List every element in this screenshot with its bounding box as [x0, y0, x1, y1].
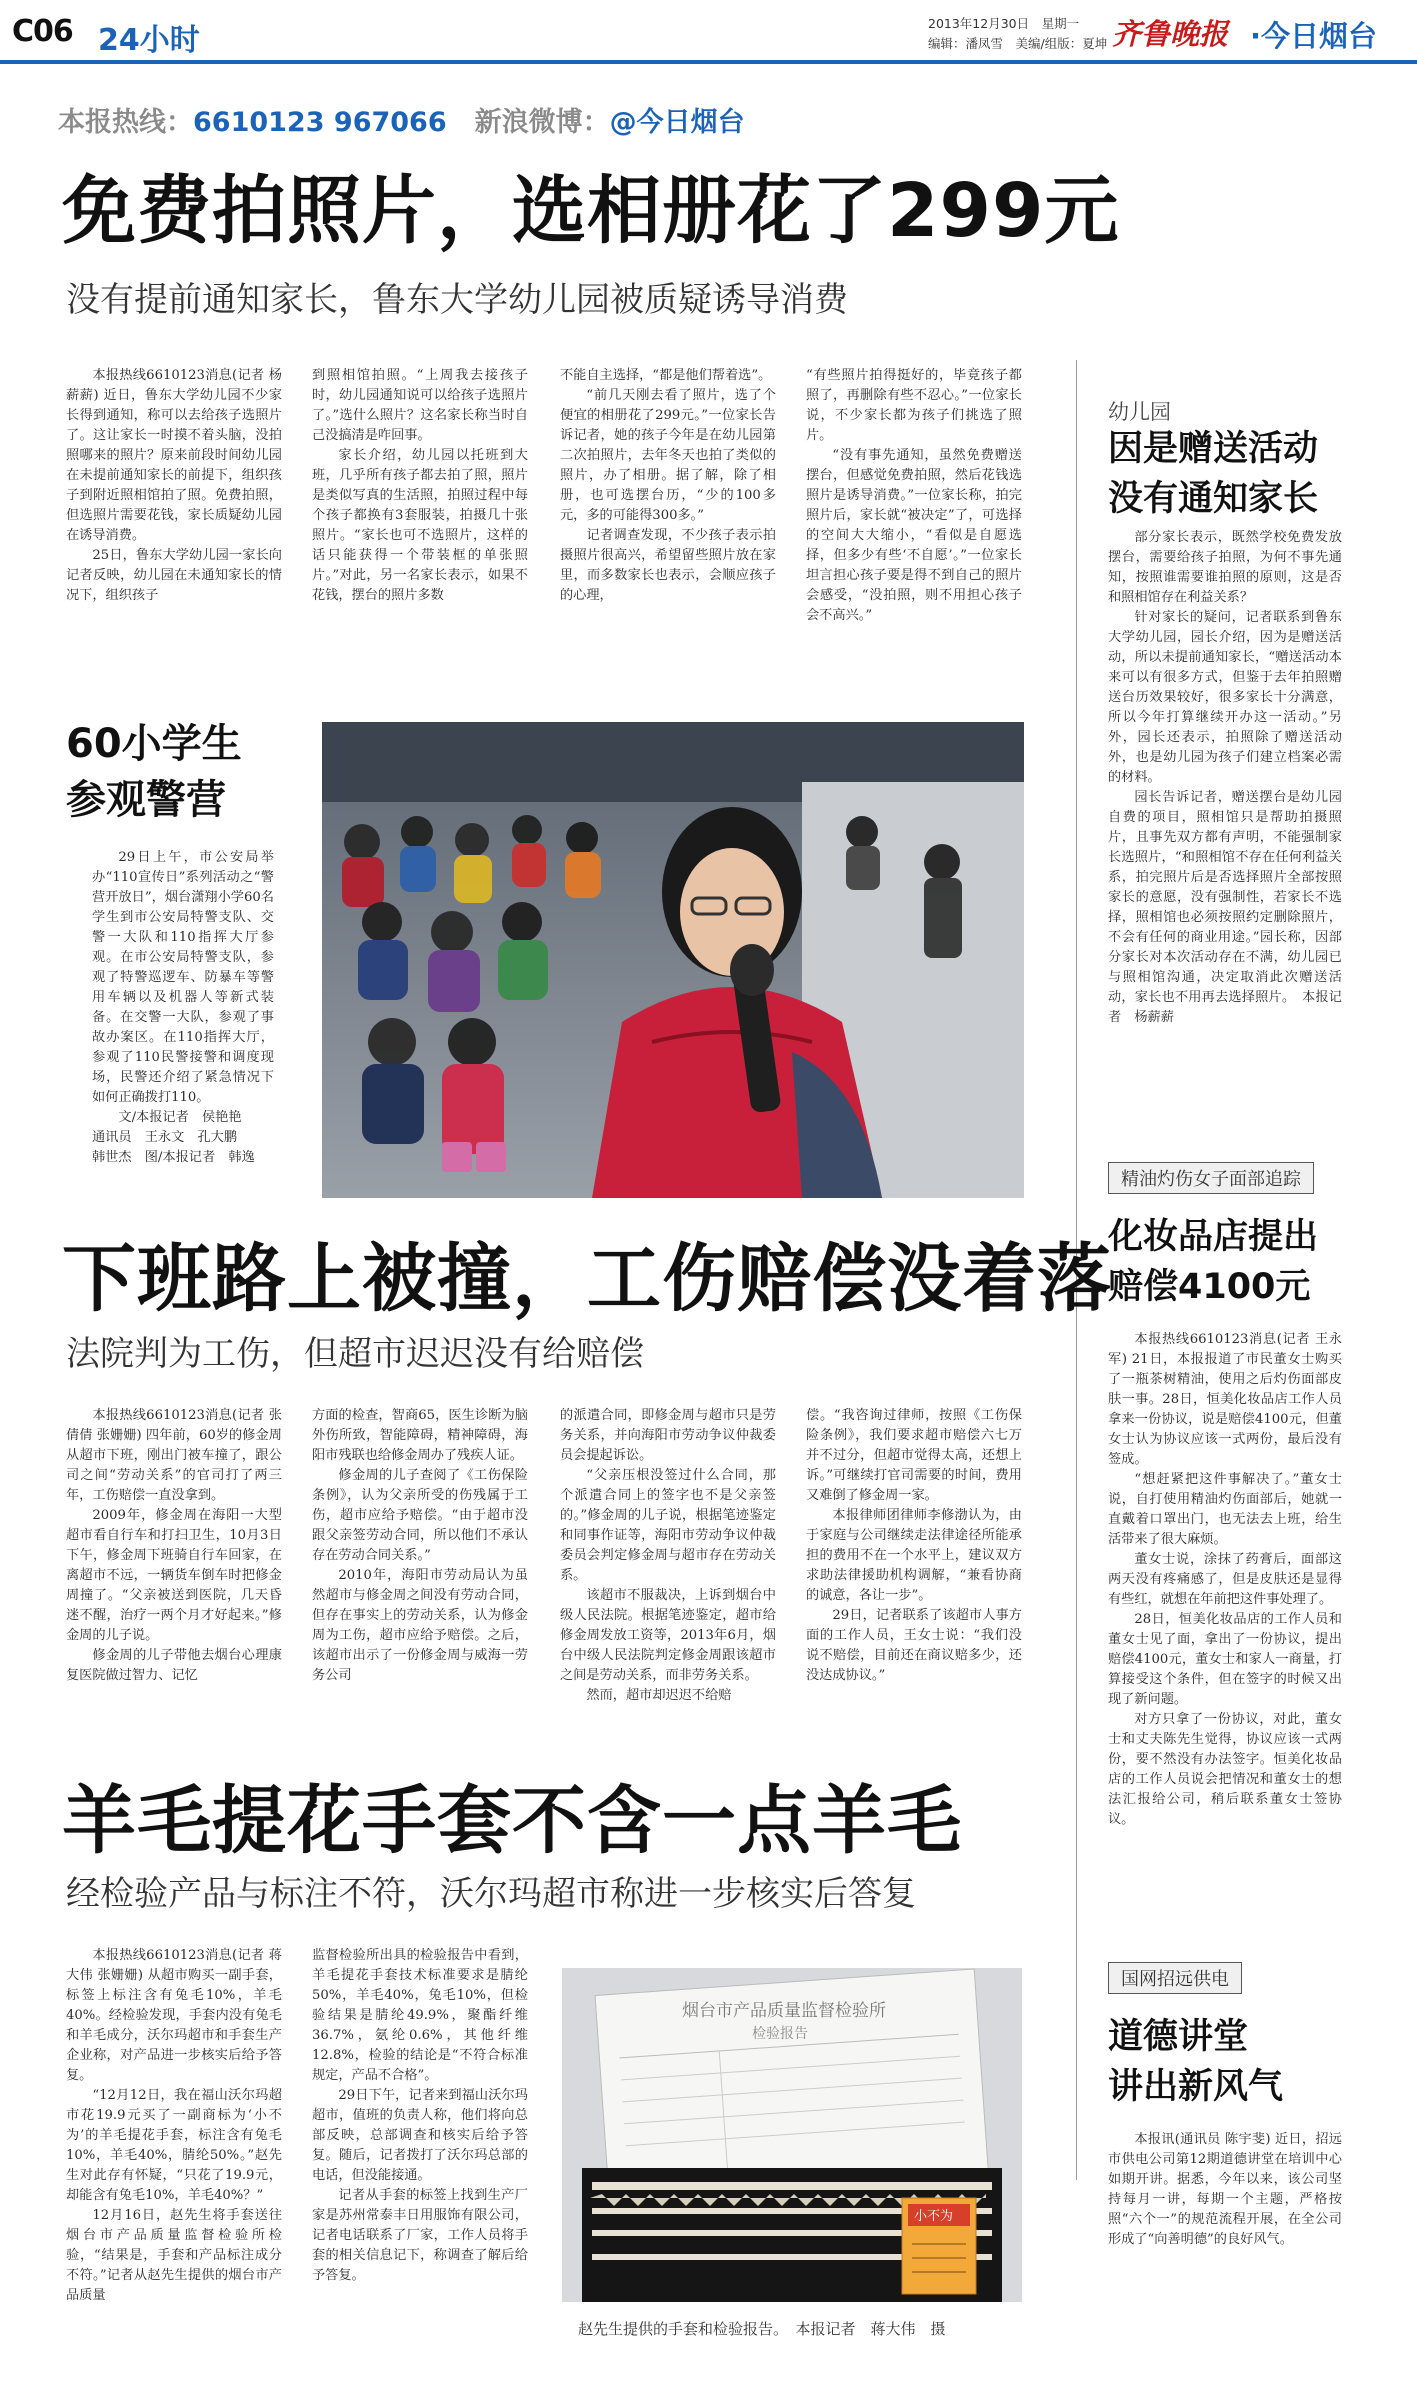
weibo-handle: @今日烟台 — [609, 107, 745, 138]
gloves-report-illustration — [562, 1968, 1022, 2302]
report-subheading: 检验报告 — [752, 2026, 808, 2042]
story2-column-3: 的派遣合同，即修金周与超市只是劳务关系，并向海阳市劳动争议仲裁委员会提起诉讼。 “父亲压根没签过什么合同，那个派遣合同上的签字也不是父亲签的。”修金周的儿子说，根据笔迹鉴定和同事作证等，海阳市劳动争议仲裁委员会判定修金周与超市存在劳动关系。 该超市不服裁决，上诉到烟台中级人民法院。根据笔迹鉴定，超市给修金周发放工资等，2013年6月，烟台中级人民法院判定修金周跟该超市之间是劳动关系，而非劳务关系。 然而，超市却迟迟不给赔 — [560, 1408, 776, 1703]
story2-column-2: 方面的检查，智商65，医生诊断为脑外伤所致，智能障碍，精神障碍，海阳市残联也给修金周办了残疾人证。 修金周的儿子查阅了《工伤保险条例》，认为父亲所受的伤残属于工伤，超市应给予赔偿。“由于超市没跟父亲签劳动合同，所以他们不承认存在劳动合同关系。” 2010年，海阳市劳动局认为虽然超市与修金周之间没有劳动合同，但存在事实上的劳动关系，认为修金周为工伤，超市应给予赔偿。之后，该超市出示了一份修金周与威海一劳务公司 — [312, 1408, 528, 1683]
sidebar1-title: 因是赠送活动 没有通知家长 — [1108, 429, 1319, 519]
sidebar2-tag: 精油灼伤女子面部追踪 — [1108, 1162, 1314, 1194]
gloves-photo-caption: 赵先生提供的手套和检验报告。 本报记者 蒋大伟 摄 — [578, 2320, 946, 2338]
story1-column-4: “有些照片拍得挺好的，毕竟孩子都照了，再删除有些不忍心。”一位家长说，不少家长都为孩子们挑选了照片。 “没有事先通知，虽然免费赠送摆台，但感觉免费拍照，然后花钱选照片是诱导消费。”一位家长称，拍完照片后，家长就“被决定”了，可选择的空间大大缩小，“看似是自愿选择，但多少有些‘不自愿’。”一位家长坦言担心孩子要是得不到自己的照片会感受，“没拍照，则不用担心孩子会不高兴。” — [806, 368, 1022, 623]
edition-name: ·今日烟台 — [1250, 19, 1378, 53]
story3-subhead: 经检验产品与标注不符，沃尔玛超市称进一步核实后答复 — [66, 1874, 916, 1914]
story2-column-4: 偿。“我咨询过律师，按照《工伤保险条例》，我们要求超市赔偿六七万并不过分，但超市觉得太高，还想上诉。”可继续打官司需要的时间，费用又难倒了修金周一家。 本报律师团律师李修渤认为，由于家庭与公司继续走法律途径所能承担的费用不在一个水平上，建议双方求助法律援助机构调解，“兼看协商的诚意，各让一步”。 29日，记者联系了该超市人事方面的工作人员，王女士说：“我们没说不赔偿，目前还在商议赔多少，还没达成协议。” — [806, 1408, 1022, 1683]
brief1-body: 29日上午，市公安局举办“110宣传日”系列活动之“警营开放日”，烟台潇翔小学60名学生到市公安局特警支队、交警一大队和110指挥大厅参观。在市公安局特警支队，参观了特警巡逻车、防暴车等警用车辆以及机器人等新式装备。在交警一大队，参观了事故办案区。在110指挥大厅，参观了110民警接警和调度现场，民警还介绍了紧急情况下如何正确拨打110。 文/本报记者 侯艳艳 通讯员 王永文 孔大鹏 韩世杰 图/本报记者 韩逸 — [92, 850, 274, 1165]
story1-column-1: 本报热线6610123消息(记者 杨薪薪) 近日，鲁东大学幼儿园不少家长得到通知，称可以去给孩子选照片了。这让家长一时摸不着头脑，没拍照哪来的照片？原来前段时间幼儿园在未提前通知家长的前提下，组织孩子到附近照相馆拍了照。免费拍照，但选照片需要花钱，家长质疑幼儿园在诱导消费。 25日，鲁东大学幼儿园一家长向记者反映，幼儿园在未通知家长的情况下，组织孩子 — [66, 368, 282, 603]
sidebar2-title: 化妆品店提出 赔偿4100元 — [1108, 1217, 1319, 1307]
story1-subhead: 没有提前通知家长，鲁东大学幼儿园被质疑诱导消费 — [66, 280, 848, 320]
gloves-report-photo — [562, 1968, 1022, 2302]
sidebar3-tag: 国网招远供电 — [1108, 1962, 1242, 1994]
sidebar1-body: 部分家长表示，既然学校免费发放摆台，需要给孩子拍照，为何不事先通知，按照谁需要谁拍照的原则，这是否和照相馆存在利益关系？ 针对家长的疑问，记者联系到鲁东大学幼儿园，园长介绍，因为是赠送活动，所以未提前通知家长，“赠送活动本来可以有很多方式，但鉴于去年拍照赠送台历效果较好，很多家长十分满意，所以今年打算继续开办这一活动。”另外，园长还表示，拍照除了赠送活动外，也是幼儿园为孩子们建立档案必需的材料。 园长告诉记者，赠送摆台是幼儿园自费的项目，照相馆只是帮助拍摄照片，且事先双方都有声明，不能强制家长选照片，“和照相馆不存在任何利益关系，拍完照片后是否选择照片全部按照家长的意愿，没有强制性，若家长不选择，照相馆也必须按照约定删除照片，不会有任何的商业用途。”园长称，因部分家长对本次活动存在不满，幼儿园已与照相馆沟通，决定取消此次赠送活动，家长也不用再去选择照片。 本报记者 杨薪薪 — [1108, 530, 1342, 1025]
photo-illustration — [322, 722, 1024, 1198]
sidebar2-body: 本报热线6610123消息(记者 王永军) 21日，本报报道了市民董女士购买了一瓶茶树精油，使用之后灼伤面部皮肤一事。28日，恒美化妆品店工作人员拿来一份协议，说是赔偿4100元，但董女士认为协议应该一式两份，最后没有签成。 “想赶紧把这件事解决了。”董女士说，自打使用精油灼伤面部后，她就一直戴着口罩出门，也无法去上班，给生活带来了很大麻烦。 董女士说，涂抹了药膏后，面部这两天没有疼痛感了，但是皮肤还是显得有些红，就想在年前把这件事处理了。 28日，恒美化妆品店的工作人员和董女士见了面，拿出了一份协议，提出赔偿4100元，董女士和家人一商量，打算接受这个条件，但在签字的时候又出现了新问题。 对方只拿了一份协议，对此，董女士和丈夫陈先生觉得，协议应该一式两份，要不然没有办法签字。恒美化妆品店的工作人员说会把情况和董女士的想法汇报给公司，稍后联系董女士签协议。 — [1108, 1332, 1342, 1827]
story2-headline: 下班路上被撞，工伤赔偿没着落 — [62, 1236, 1112, 1322]
story2-subhead: 法院判为工伤，但超市迟迟没有给赔偿 — [66, 1334, 644, 1374]
sidebar3-body: 本报讯(通讯员 陈宇斐) 近日，招远市供电公司第12期道德讲堂在培训中心如期开讲。据悉，今年以来，该公司坚持每月一讲，每期一个主题，严格按照“六个一”的规范流程开展，在全公司形成了“向善明德”的良好风气。 — [1108, 2132, 1342, 2247]
masthead — [0, 0, 1417, 60]
report-heading: 烟台市产品质量监督检验所 — [682, 2001, 886, 2021]
sidebar1-kicker: 幼儿园 — [1108, 400, 1171, 424]
dateline: 2013年12月30日 星期一 — [928, 16, 1080, 31]
story3-column-1: 本报热线6610123消息(记者 蒋大伟 张姗姗) 从超市购买一副手套，标签上标注含有兔毛10%，羊毛40%。经检验发现，手套内没有兔毛和羊毛成分，沃尔玛超市和手套生产企业称，对产品进一步核实后给予答复。 “12月12日，我在福山沃尔玛超市花19.9元买了一副商标为‘小不为’的羊毛提花手套，标注含有兔毛10%，羊毛40%，腈纶50%。”赵先生对此存有怀疑，“只花了19.9元，却能含有兔毛10%，羊毛40%？” 12月16日，赵先生将手套送往烟台市产品质量监督检验所检验，“结果是，手套和产品标注成分不符。”记者从赵先生提供的烟台市产品质量 — [66, 1948, 282, 2303]
page-number: C06 — [12, 14, 73, 49]
hotline-label: 本报热线： — [58, 107, 193, 138]
section-title: 24小时 — [98, 23, 200, 58]
editor-credits: 编辑：潘凤雪 美编/组版：夏坤 — [928, 36, 1108, 51]
weibo-label: 新浪微博： — [474, 107, 610, 138]
story3-headline: 羊毛提花手套不含一点羊毛 — [62, 1778, 962, 1864]
story3-column-2: 监督检验所出具的检验报告中看到，羊毛提花手套技术标准要求是腈纶50%，羊毛40%，兔毛10%，但检验结果是腈纶49.9%，聚酯纤维36.7%，氨纶0.6%，其他纤维12.8%，检验的结论是“不符合标准规定，产品不合格”。 29日下午，记者来到福山沃尔玛超市，值班的负责人称，他们将向总部反映，总部调查和核实后给予答复。随后，记者拨打了沃尔玛总部的电话，但没能接通。 记者从手套的标签上找到生产厂家是苏州常泰丰日用服饰有限公司，记者电话联系了厂家，工作人员将手套的相关信息记下，称调查了解后给予答复。 — [312, 1948, 528, 2283]
hotline-bar — [58, 100, 745, 139]
hotline-numbers: 6610123 967066 — [193, 107, 447, 138]
masthead-rule — [0, 60, 1417, 64]
brief1-title: 60小学生 参观警营 — [66, 721, 242, 823]
sidebar3-title: 道德讲堂 讲出新风气 — [1108, 2017, 1284, 2107]
newspaper-brand-logo: 齐鲁晚报 — [1112, 17, 1229, 51]
police-visit-photo — [322, 722, 1024, 1198]
story1-column-2: 到照相馆拍照。“上周我去接孩子时，幼儿园通知说可以给孩子选照片了。”选什么照片？这名家长称当时自己没搞清是咋回事。 家长介绍，幼儿园以托班到大班，几乎所有孩子都去拍了照，照片是类似写真的生活照，拍照过程中每个孩子都换有3套服装，拍摄几十张照片。“家长也可不选照片，这样的话只能获得一个带装框的单张照片。”对此，另一名家长表示，如果不花钱，摆台的照片多数 — [312, 368, 528, 603]
story1-column-3: 不能自主选择，“都是他们帮着选”。 “前几天刚去看了照片，选了个便宜的相册花了299元。”一位家长告诉记者，她的孩子今年是在幼儿园第二次拍照片，去年冬天也拍了类似的照片，办了相册。据了解，除了相册，也可选摆台历，“少的100多元，多的可能得300多。” 记者调查发现，不少孩子表示拍摄照片很高兴，希望留些照片放在家里，而多数家长也表示，会顺应孩子的心理， — [560, 368, 776, 603]
story2-column-1: 本报热线6610123消息(记者 张倩倩 张姗姗) 四年前，60岁的修金周从超市下班，刚出门被车撞了，跟公司之间“劳动关系”的官司打了两三年，工伤赔偿一直没拿到。 2009年，修金周在海阳一大型超市看自行车和打扫卫生，10月3日下午，修金周下班骑自行车回家，在离超市不远，一辆货车倒车时把修金周撞了。“父亲被送到医院，几天昏迷不醒，治疗一两个月才好起来。”修金周的儿子说。 修金周的儿子带他去烟台心理康复医院做过智力、记忆 — [66, 1408, 282, 1683]
story1-headline: 免费拍照片，选相册花了299元 — [62, 168, 1120, 254]
glove-tag-label: 小不为 — [914, 2209, 954, 2224]
